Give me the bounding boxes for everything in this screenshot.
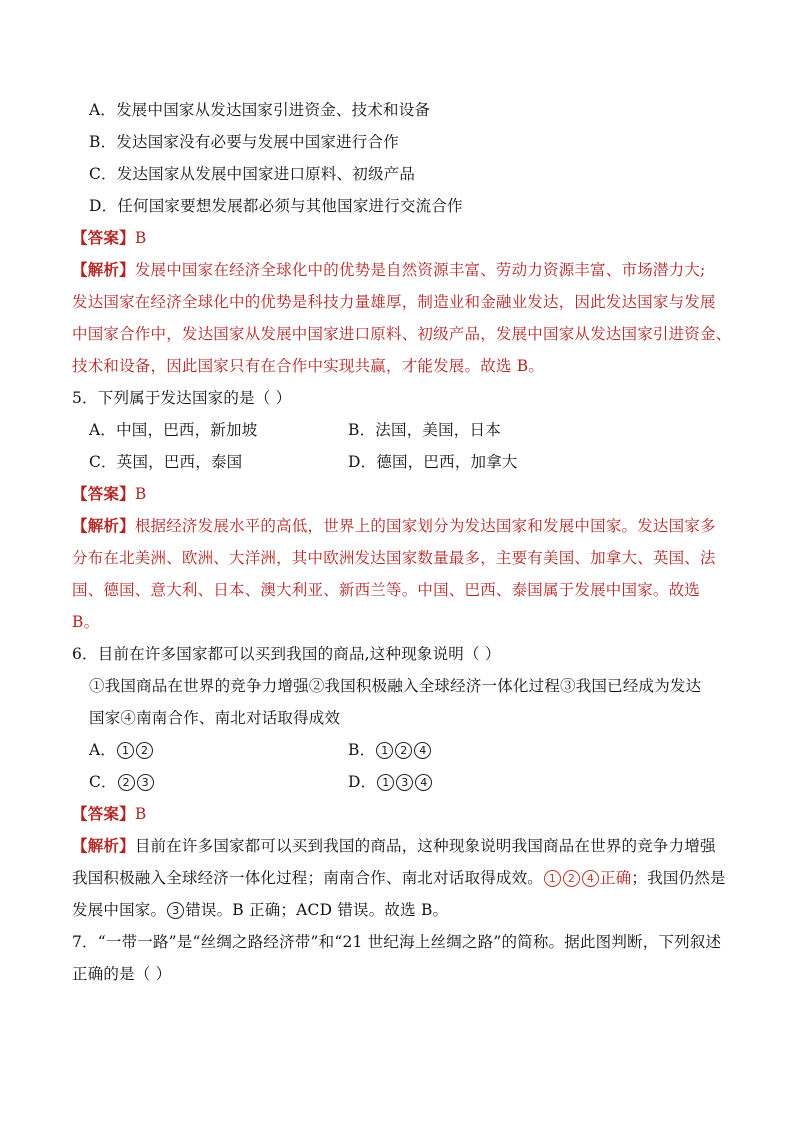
q5-analysis-line-3: 国、德国、意大利、日本、澳大利亚、新西兰等。中国、巴西、泰国属于发展中国家。故选 [72,581,701,599]
q6-stem: 6．目前在许多国家都可以买到我国的商品,这种现象说明（ ） [72,645,501,663]
q6-analysis-line-2 [72,868,726,888]
circled-number: 2 [563,870,580,887]
analysis-tag: 【解析】 [72,836,135,855]
q5-answer [72,484,146,504]
statement-text: 我国商品在世界的竞争力增强 [104,677,309,695]
analysis-text: 错误。B 正确；ACD 错误。故选 B。 [185,901,449,919]
analysis-text: 根据经济发展水平的高低，世界上的国家划分为发达国家和发展中国家。发达国家多 [134,517,716,535]
statement-number: ② [308,677,325,695]
statement-number: ③ [560,677,576,695]
circled-number: 1 [376,742,393,759]
circled-number: 1 [377,774,394,791]
answer-value: B [134,229,147,247]
q6-statements-line-1 [89,676,701,696]
q4-analysis-line-2: 发达国家在经济全球化中的优势是科技力量雄厚，制造业和金融业发达，因此发达国家与发展 [72,293,716,311]
q5-option-d: D．德国，巴西，加拿大 [348,453,518,471]
statement-text: 国家 [89,709,121,727]
q4-option-d: D．任何国家要想发展都必须与其他国家进行交流合作 [89,197,463,215]
analysis-text: 发展中国家。 [72,901,167,919]
circled-number: 1 [117,742,134,759]
circled-number: 4 [582,870,599,887]
q4-analysis-line-3: 中国家合作中，发达国家从发展中国家进口原料、初级产品，发展中国家从发达国家引进资金、 [72,325,732,343]
q6-statements-line-2 [89,708,340,728]
analysis-highlight: 正确 [600,869,632,887]
circled-number: 2 [118,774,135,791]
q6-analysis-line-3 [72,900,448,920]
q6-option-d [348,772,433,792]
option-letter: C． [89,773,117,791]
analysis-tag: 【解析】 [72,516,135,535]
q6-option-c [89,772,155,792]
q4-option-c: C．发达国家从发展中国家进口原料、初级产品 [89,165,416,183]
q7-stem-line-2: 正确的是（ ） [72,965,172,983]
analysis-tag: 【解析】 [72,260,135,279]
q6-option-b [348,740,432,760]
option-letter: D． [348,773,377,791]
answer-tag: 【答案】 [72,484,135,503]
answer-tag: 【答案】 [72,804,135,823]
circled-number: 3 [396,774,413,791]
option-letter: A． [89,741,117,759]
circled-number: 3 [167,902,184,919]
q5-analysis-line-2: 分布在北美洲、欧洲、大洋洲，其中欧洲发达国家数量最多，主要有美国、加拿大、英国、法 [72,549,716,567]
circled-number: 4 [414,742,431,759]
analysis-text: 目前在许多国家都可以买到我国的商品，这种现象说明我国商品在世界的竞争力增强 [134,837,716,855]
analysis-text: ；我国仍然是 [631,869,726,887]
statement-text: 南南合作、南北对话取得成效 [136,709,341,727]
answer-value: B [134,805,147,823]
statement-number: ① [89,677,105,695]
q4-analysis-line-1 [72,260,705,280]
statement-number: ④ [120,709,137,727]
q6-analysis-line-1 [72,836,716,856]
q5-stem: 5．下列属于发达国家的是（ ） [72,389,292,407]
circled-number: 3 [137,774,154,791]
q4-option-a: A．发展中国家从发达国家引进资金、技术和设备 [89,101,431,119]
answer-value: B [134,485,147,503]
q4-option-b: B．发达国家没有必要与发展中国家进行合作 [89,133,399,151]
q5-option-c: C．英国，巴西，泰国 [89,453,243,471]
q4-answer [72,228,146,248]
q4-analysis-line-4: 技术和设备，因此国家只有在合作中实现共赢，才能发展。故选 B。 [72,357,545,375]
circled-number: 1 [544,870,561,887]
q5-analysis-line-4: B。 [72,613,100,631]
answer-tag: 【答案】 [72,228,135,247]
q5-option-b: B．法国，美国，日本 [348,421,501,439]
analysis-text: 我国积极融入全球经济一体化过程；南南合作、南北对话取得成效。 [72,869,544,887]
statement-text: 我国已经成为发达 [575,677,702,695]
analysis-text: 发展中国家在经济全球化中的优势是自然资源丰富、劳动力资源丰富、市场潜力大; [134,261,706,279]
q6-answer [72,804,146,824]
q7-stem-line-1: 7．“一带一路”是“丝绸之路经济带”和“21 世纪海上丝绸之路”的简称。据此图判断，下列叙述 [72,933,722,951]
q5-option-a: A．中国，巴西，新加坡 [89,421,258,439]
statement-text: 我国积极融入全球经济一体化过程 [324,677,561,695]
q6-option-a [89,740,154,760]
circled-number: 2 [136,742,153,759]
circled-number: 4 [415,774,432,791]
q5-analysis-line-1 [72,516,716,536]
option-letter: B． [348,741,376,759]
circled-number: 2 [395,742,412,759]
